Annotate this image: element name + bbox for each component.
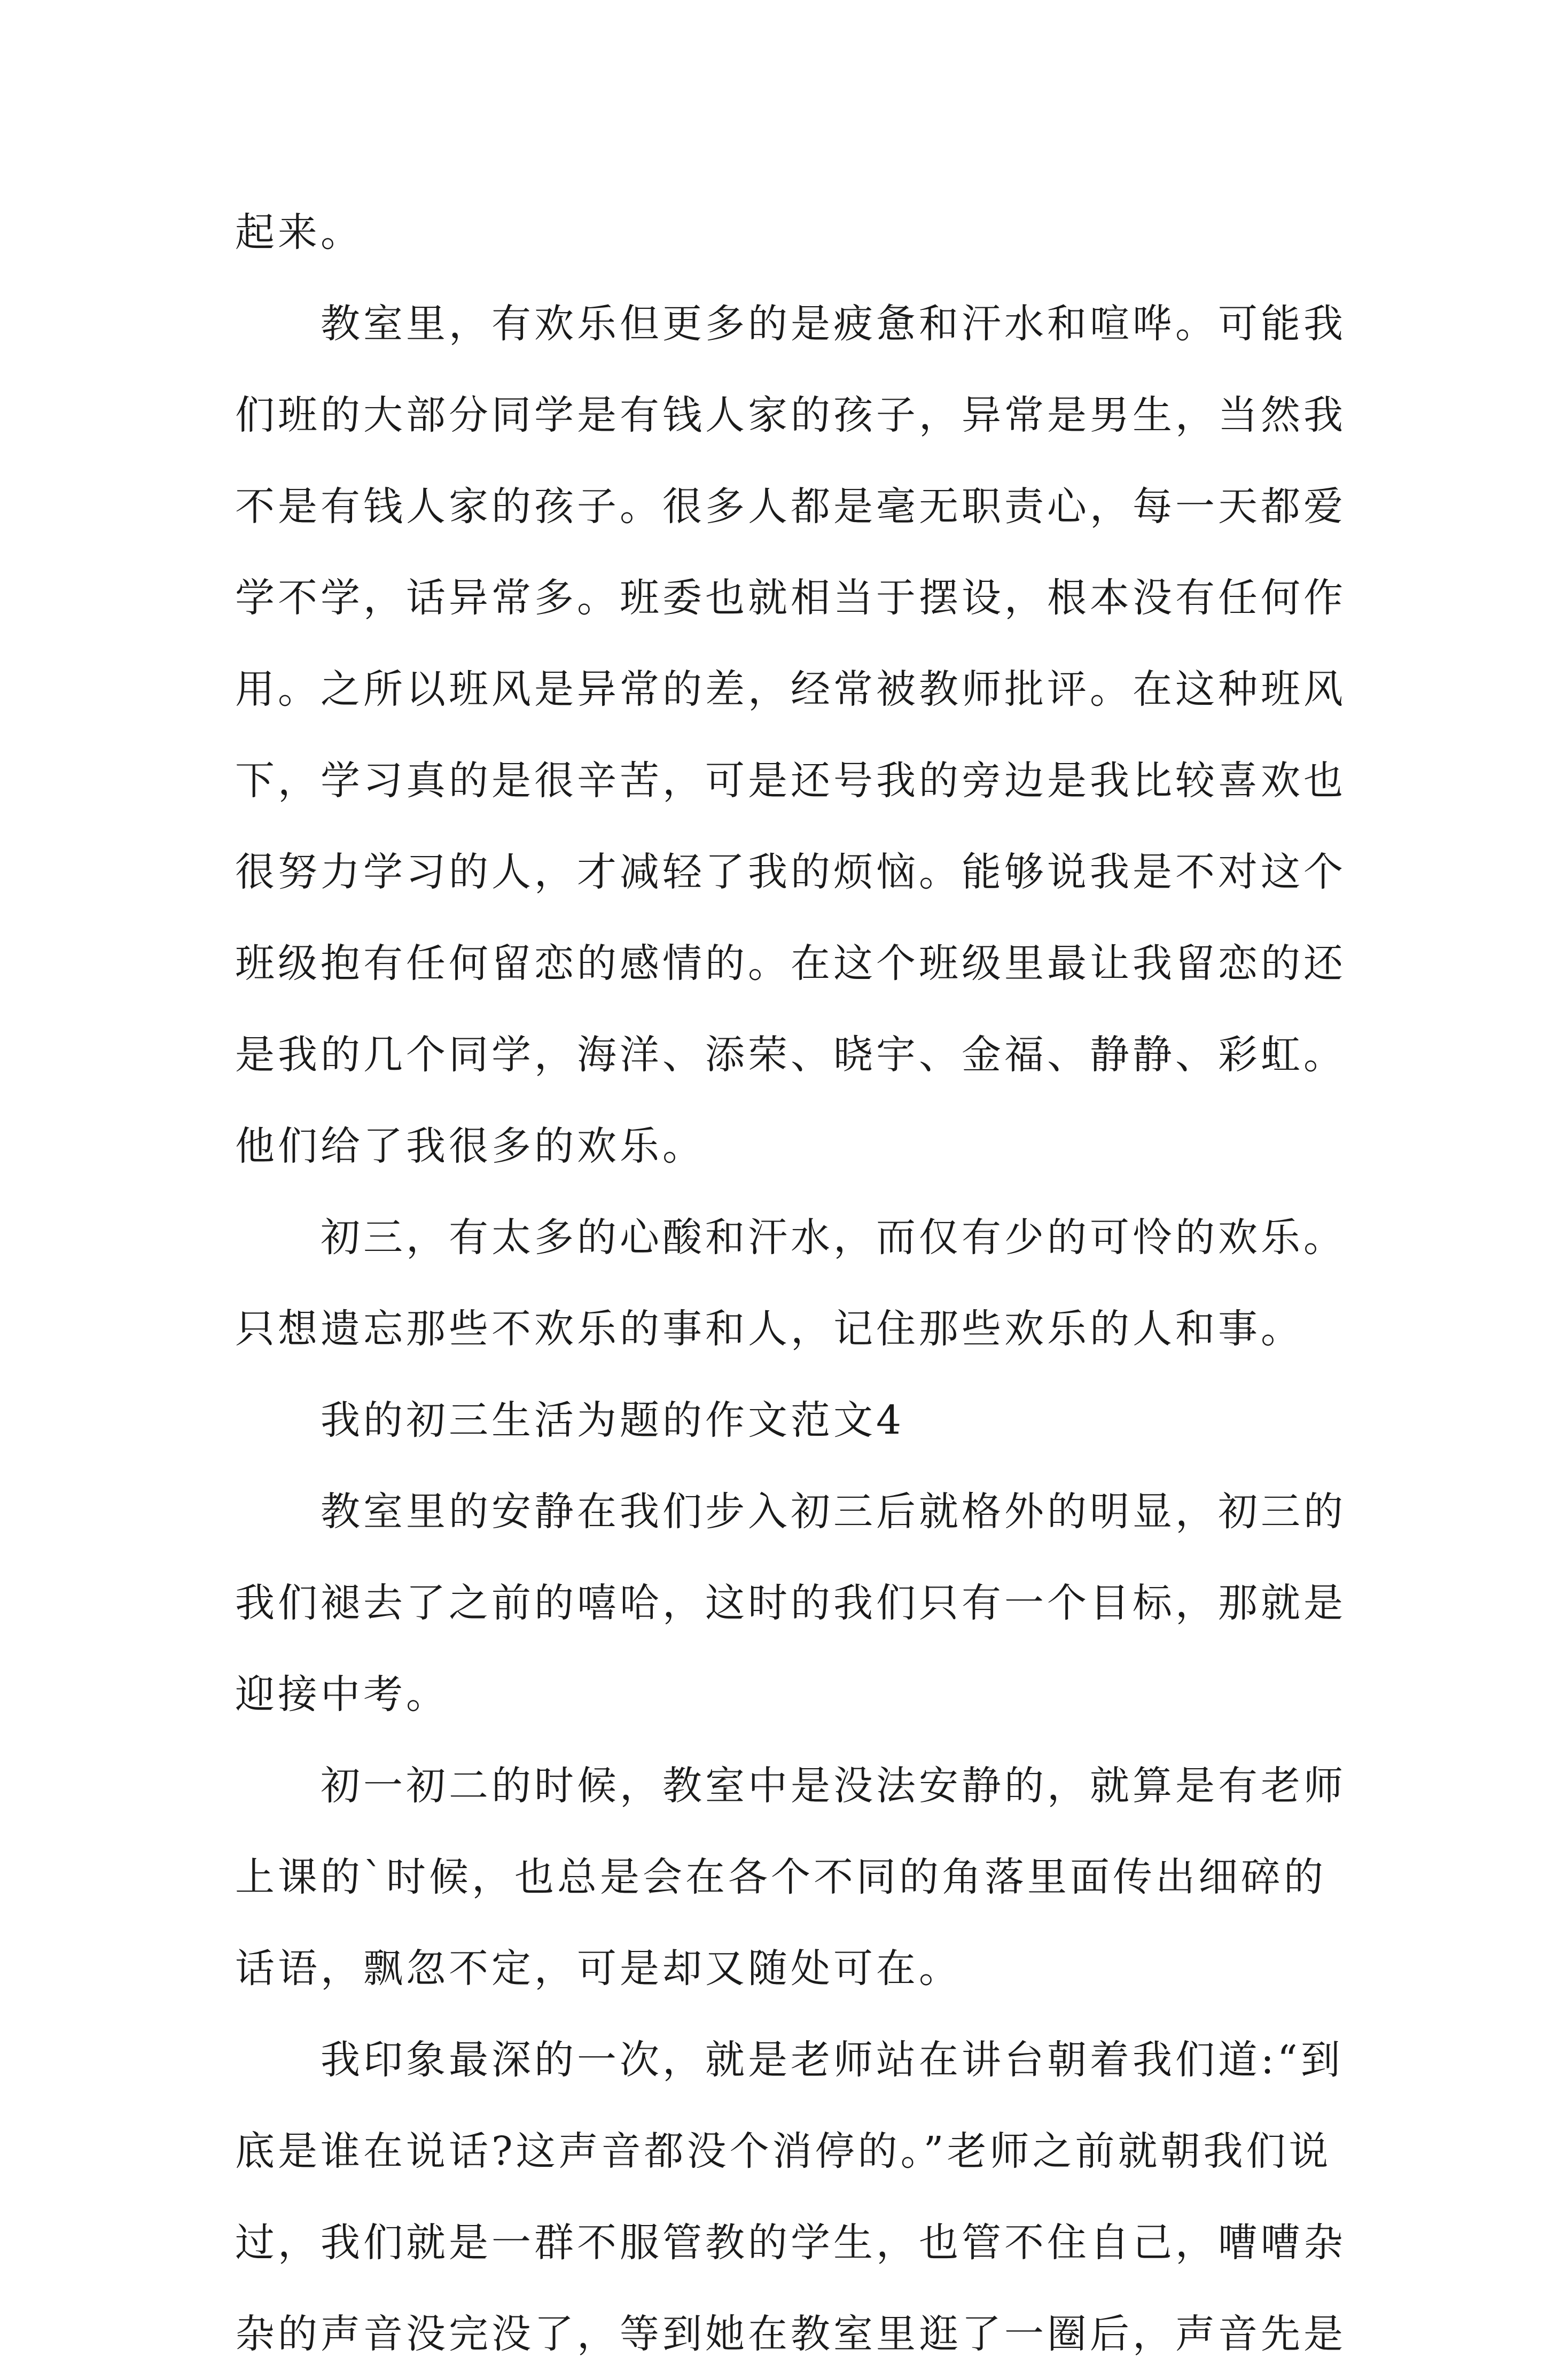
text-line: 只想遗忘那些不欢乐的事和人，记住那些欢乐的人和事。: [235, 1306, 1303, 1352]
text-line: 过，我们就是一群不服管教的学生，也管不住自己，嘈嘈杂: [235, 2220, 1346, 2266]
text-line: 上课的`时候，也总是会在各个不同的角落里面传出细碎的: [235, 1854, 1326, 1900]
text-line: 教室里，有欢乐但更多的是疲惫和汗水和喧哗。可能我: [321, 301, 1346, 347]
text-line: 初一初二的时候，教室中是没法安静的，就算是有老师: [321, 1763, 1346, 1809]
text-line: 班级抱有任何留恋的感情的。在这个班级里最让我留恋的还: [235, 940, 1346, 986]
text-line: 话语，飘忽不定，可是却又随处可在。: [235, 1946, 962, 1992]
text-line: 他们给了我很多的欢乐。: [235, 1123, 705, 1169]
text-line: 不是有钱人家的孩子。很多人都是毫无职责心，每一天都爱: [235, 484, 1346, 530]
text-line: 我们褪去了之前的嘻哈，这时的我们只有一个目标，那就是: [235, 1580, 1346, 1626]
text-line: 们班的大部分同学是有钱人家的孩子，异常是男生，当然我: [235, 392, 1346, 438]
text-line: 下，学习真的是很辛苦，可是还号我的旁边是我比较喜欢也: [235, 758, 1346, 804]
text-line: 迎接中考。: [235, 1671, 449, 1717]
text-line: 很努力学习的人，才减轻了我的烦恼。能够说我是不对这个: [235, 849, 1346, 895]
text-line: 用。之所以班风是异常的差，经常被教师批评。在这种班风: [235, 666, 1346, 712]
text-line: 是我的几个同学，海洋、添荣、晓宇、金福、静静、彩虹。: [235, 1032, 1346, 1078]
text-line: 教室里的安静在我们步入初三后就格外的明显，初三的: [321, 1489, 1346, 1535]
text-line: 我印象最深的一次，就是老师站在讲台朝着我们道:“到: [321, 2037, 1344, 2083]
body-text: [235, 187, 1346, 2380]
text-line: 起来。: [235, 209, 363, 255]
text-line: 学不学，话异常多。班委也就相当于摆设，根本没有任何作: [235, 575, 1346, 621]
text-line: 底是谁在说话?这声音都没个消停的。”老师之前就朝我们说: [235, 2128, 1332, 2174]
text-line: 杂的声音没完没了，等到她在教室里逛了一圈后，声音先是: [235, 2311, 1346, 2357]
text-line: 初三，有太多的心酸和汗水，而仅有少的可怜的欢乐。: [321, 1215, 1346, 1261]
section-heading: 我的初三生活为题的作文范文4: [321, 1397, 905, 1443]
